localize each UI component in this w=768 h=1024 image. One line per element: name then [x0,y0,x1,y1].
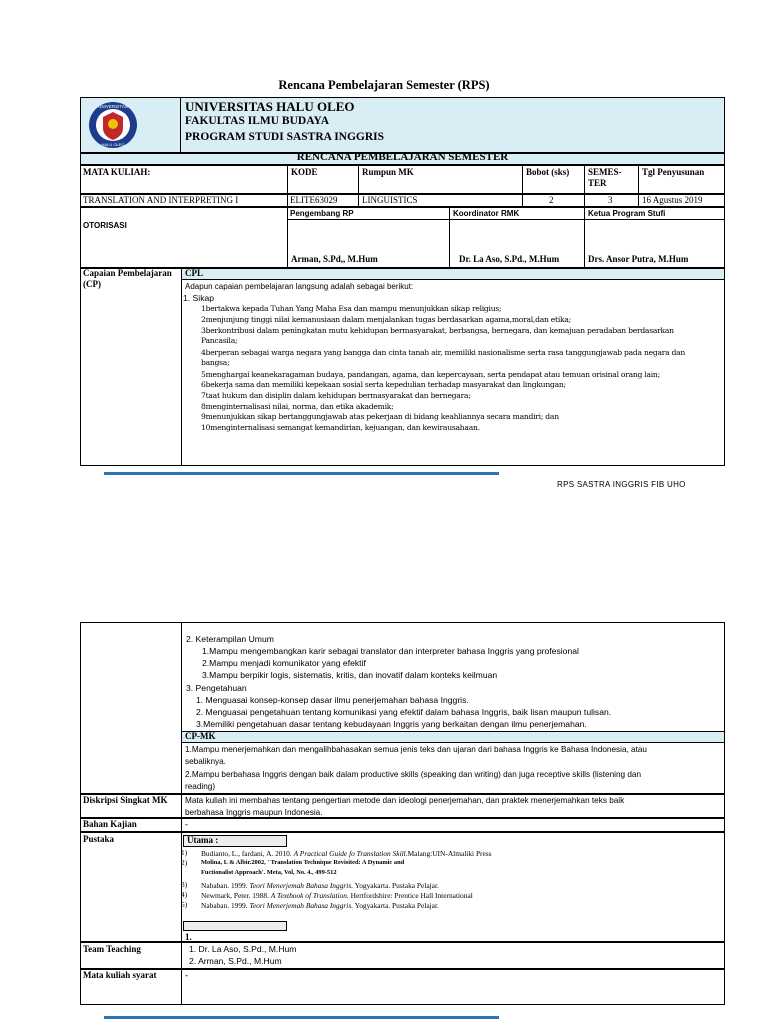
koordinator-label: Koordinator RMK [453,209,520,218]
document-title: Rencana Pembelajaran Semester (RPS) [278,78,490,92]
university-logo [87,100,139,150]
pendukung-box [183,921,287,931]
divider [181,818,182,832]
rps-title: RENCANA PEMBELAJARAN SEMESTER [296,151,509,163]
bahan-value: - [185,819,188,829]
utama-label: Utama : [187,835,219,845]
course-semester: 3 [608,195,613,205]
cp-block [80,268,725,466]
reference: Newmark, Peter. 1988. A Textbook of Translation. Hertfordshire: Prentice Hall International [201,891,473,900]
team-label: Team Teaching [83,944,141,954]
cpmk-text: 2.Mampu berbahasa Inggris dengan baik dalam productive skills (speaking dan writing) dan juga receptive skills (listening dan [185,770,642,779]
sikap-line: 2menjunjung tinggi nilai kemanusiaan dalam menjalankan tugas berdasarkan agama,moral,dan etika; [201,315,571,324]
cpmk-text: reading) [185,782,216,791]
cpl-header [181,268,725,280]
divider [181,794,182,818]
university-name: UNIVERSITAS HALU OLEO [185,99,355,114]
divider [287,219,725,220]
pengembang-name: Arman, S.Pd,, M.Hum [291,254,378,264]
sikap-line: 3berkontribusi dalam peningkatan mutu kehidupan bermasyarakat, berbangsa, bernegara, dan kemajuan peradaban berdasarkan [201,326,674,335]
program-name: PROGRAM STUDI SASTRA INGGRIS [185,131,385,143]
cp-intro: Adapun capaian pembelajaran langsung adalah sebagai berikut: [185,282,414,291]
svg-text:UNIVERSITAS: UNIVERSITAS [98,104,128,109]
reference: Molina, L & Albir.2002, ' Translation Technique Revisited: A Dynamic and [201,859,405,866]
divider [584,207,585,268]
course-name: TRANSLATION AND INTERPRETING I [83,195,239,205]
course-code: ELITE63029 [290,195,338,205]
course-bobot: 2 [549,195,554,205]
sikap-line: 1bertakwa kepada Tuhan Yang Maha Esa dan mampu menunjukkan sikap religius; [201,304,502,313]
cpmk-header [181,731,725,743]
team-row [80,942,725,969]
ref-number: 2) [181,858,188,867]
kaprodi-name: Drs. Ansor Putra, M.Hum [588,254,689,264]
sikap-line: Pancasila; [201,336,238,345]
course-date: 16 Agustus 2019 [642,195,703,205]
footer-rule [104,472,499,475]
sikap-line: bangsa; [201,358,230,367]
cp-label: Capaian Pembelajaran (CP) [83,268,172,289]
team-member: 2. Arman, S.Pd., M.Hum [189,956,282,966]
divider [181,969,182,1005]
divider [638,194,639,207]
label-mata-kuliah: MATA KULIAH: [83,167,151,177]
divider [181,622,182,794]
footer-text: RPS SASTRA INGGRIS FIB UHO [557,480,686,489]
cpmk-label: CP-MK [185,731,216,741]
syarat-value: - [185,970,188,980]
reference: Fuctionalist Approach'. Meta, Vol, No. 4., 499-512 [201,869,337,876]
sikap-line: 4berperan sebagai warga negara yang bangga dan cinta tanah air, memiliki nasionalisme serta rasa tanggungjawab pada negara dan [201,348,686,357]
reference: Budianto, L., fardani, A. 2010. A Practical Guide fo Translation Skill.Malang:UIN-Almaliki Press [201,849,492,858]
svg-text:HALU OLEO: HALU OLEO [101,142,125,147]
label-kode: KODE [291,167,318,177]
divider [181,268,182,466]
syarat-row [80,969,725,1005]
ref-number: 5) [181,900,188,909]
divider [522,194,585,207]
cpmk-text: 1.Mampu menerjemahkan dan mengalihbahasakan semua jenis teks dan ujaran dari bahasa Inggris ke Bahasa Indonesia, atau [185,745,647,754]
syarat-label: Mata kuliah syarat [83,970,157,980]
bahan-label: Bahan Kajian [83,819,137,829]
desc-text: berbahasa Inggris maupun Indonesia. [185,808,323,817]
desc-text: Mata kuliah ini membahas tentang pengertian metode dan ideologi penerjemahan, dan praktek menerjemahkan teks baik [185,796,625,805]
keterampilan-heading: 2. Keterampilan Umum [186,634,274,644]
pengembang-label: Pengembang RP [290,209,354,218]
keterampilan-item: 3.Mampu berpikir logis, sistematis, kritis, dan inovatif dalam konteks keilmuan [202,670,498,680]
cpmk-text: sebaliknya. [185,757,226,766]
pengetahuan-item: 3.Memiliki pengetahuan dasar tentang kebudayaan Inggris yang berkaitan dengan ilmu penerjemahan. [196,719,587,729]
label-semester: SEMES-TER [588,167,622,188]
label-rumpun: Rumpun MK [362,167,414,177]
sikap-line: 9menunjukkan sikap bertanggungjawab atas pekerjaan di bidang keahliannya secara mandiri; dan [201,412,559,421]
divider [287,207,288,268]
koordinator-name: Dr. La Aso, S.Pd., M.Hum [459,254,560,264]
sikap-line: 8menginternalisasi nilai, norma, dan etika akademik; [201,402,394,411]
ref-number: 3) [181,880,188,889]
pustaka-label: Pustaka [83,834,115,844]
keterampilan-item: 1.Mampu mengembangkan karir sebagai translator dan interpreter bahasa Inggris yang profesional [202,646,579,656]
sikap-line: 6bekerja sama dan memiliki kepekaan sosial serta kepedulian terhadap masyarakat dan lingkungan; [201,380,566,389]
sikap-line: 5menghargai keanekaragaman budaya, pandangan, agama, dan kepercayaan, serta pendapat atau temuan orisinal orang lain; [201,370,660,379]
reference: Nababan. 1999. Teori Menerjemah Bahasa Inggris. Yogyakarta. Pustaka Pelajar. [201,881,439,890]
reference: Nababan. 1999. Teori Menerjemah Bahasa Inggris. Yogyakarta. Pustaka Pelajar. [201,901,439,910]
divider [181,942,182,969]
cpl-label: CPL [185,268,203,278]
desc-label: Diskripsi Singkat MK [83,795,168,805]
sikap-line: 7taat hukum dan disiplin dalam kehidupan bermasyarakat dan bernegara; [201,391,471,400]
pengetahuan-item: 2. Menguasai pengetahuan tentang komunikasi yang efektif dalam bahasa Inggris, baik lisan maupun tulisan. [196,707,612,717]
pengetahuan-item: 1. Menguasai konsep-konsep dasar ilmu penerjemahan bahasa Inggris. [196,695,469,705]
label-tgl: Tgl Penyusunan [642,167,705,177]
team-member: 1. Dr. La Aso, S.Pd., M.Hum [189,944,297,954]
kaprodi-label: Ketua Program Stufi [588,209,666,218]
sikap-line: 10menginternalisasi semangat kemandirian, kejuangan, dan kewirausahaan. [201,423,480,432]
pendukung-number: 1. [185,932,192,942]
sikap-heading: 1. Sikap [183,293,215,303]
ref-number: 1) [181,848,188,857]
divider [449,207,450,268]
otorisasi-label: OTORISASI [83,221,127,230]
footer-rule [104,1016,499,1019]
label-bobot: Bobot (sks) [526,167,570,177]
keterampilan-item: 2.Mampu menjadi komunikator yang efektif [202,658,366,668]
course-rumpun: LINGUISTICS [362,195,418,205]
faculty-name: FAKULTAS ILMU BUDAYA [185,115,329,127]
bahan-row [80,818,725,832]
ref-number: 4) [181,890,188,899]
pengetahuan-heading: 3. Pengetahuan [186,683,247,693]
